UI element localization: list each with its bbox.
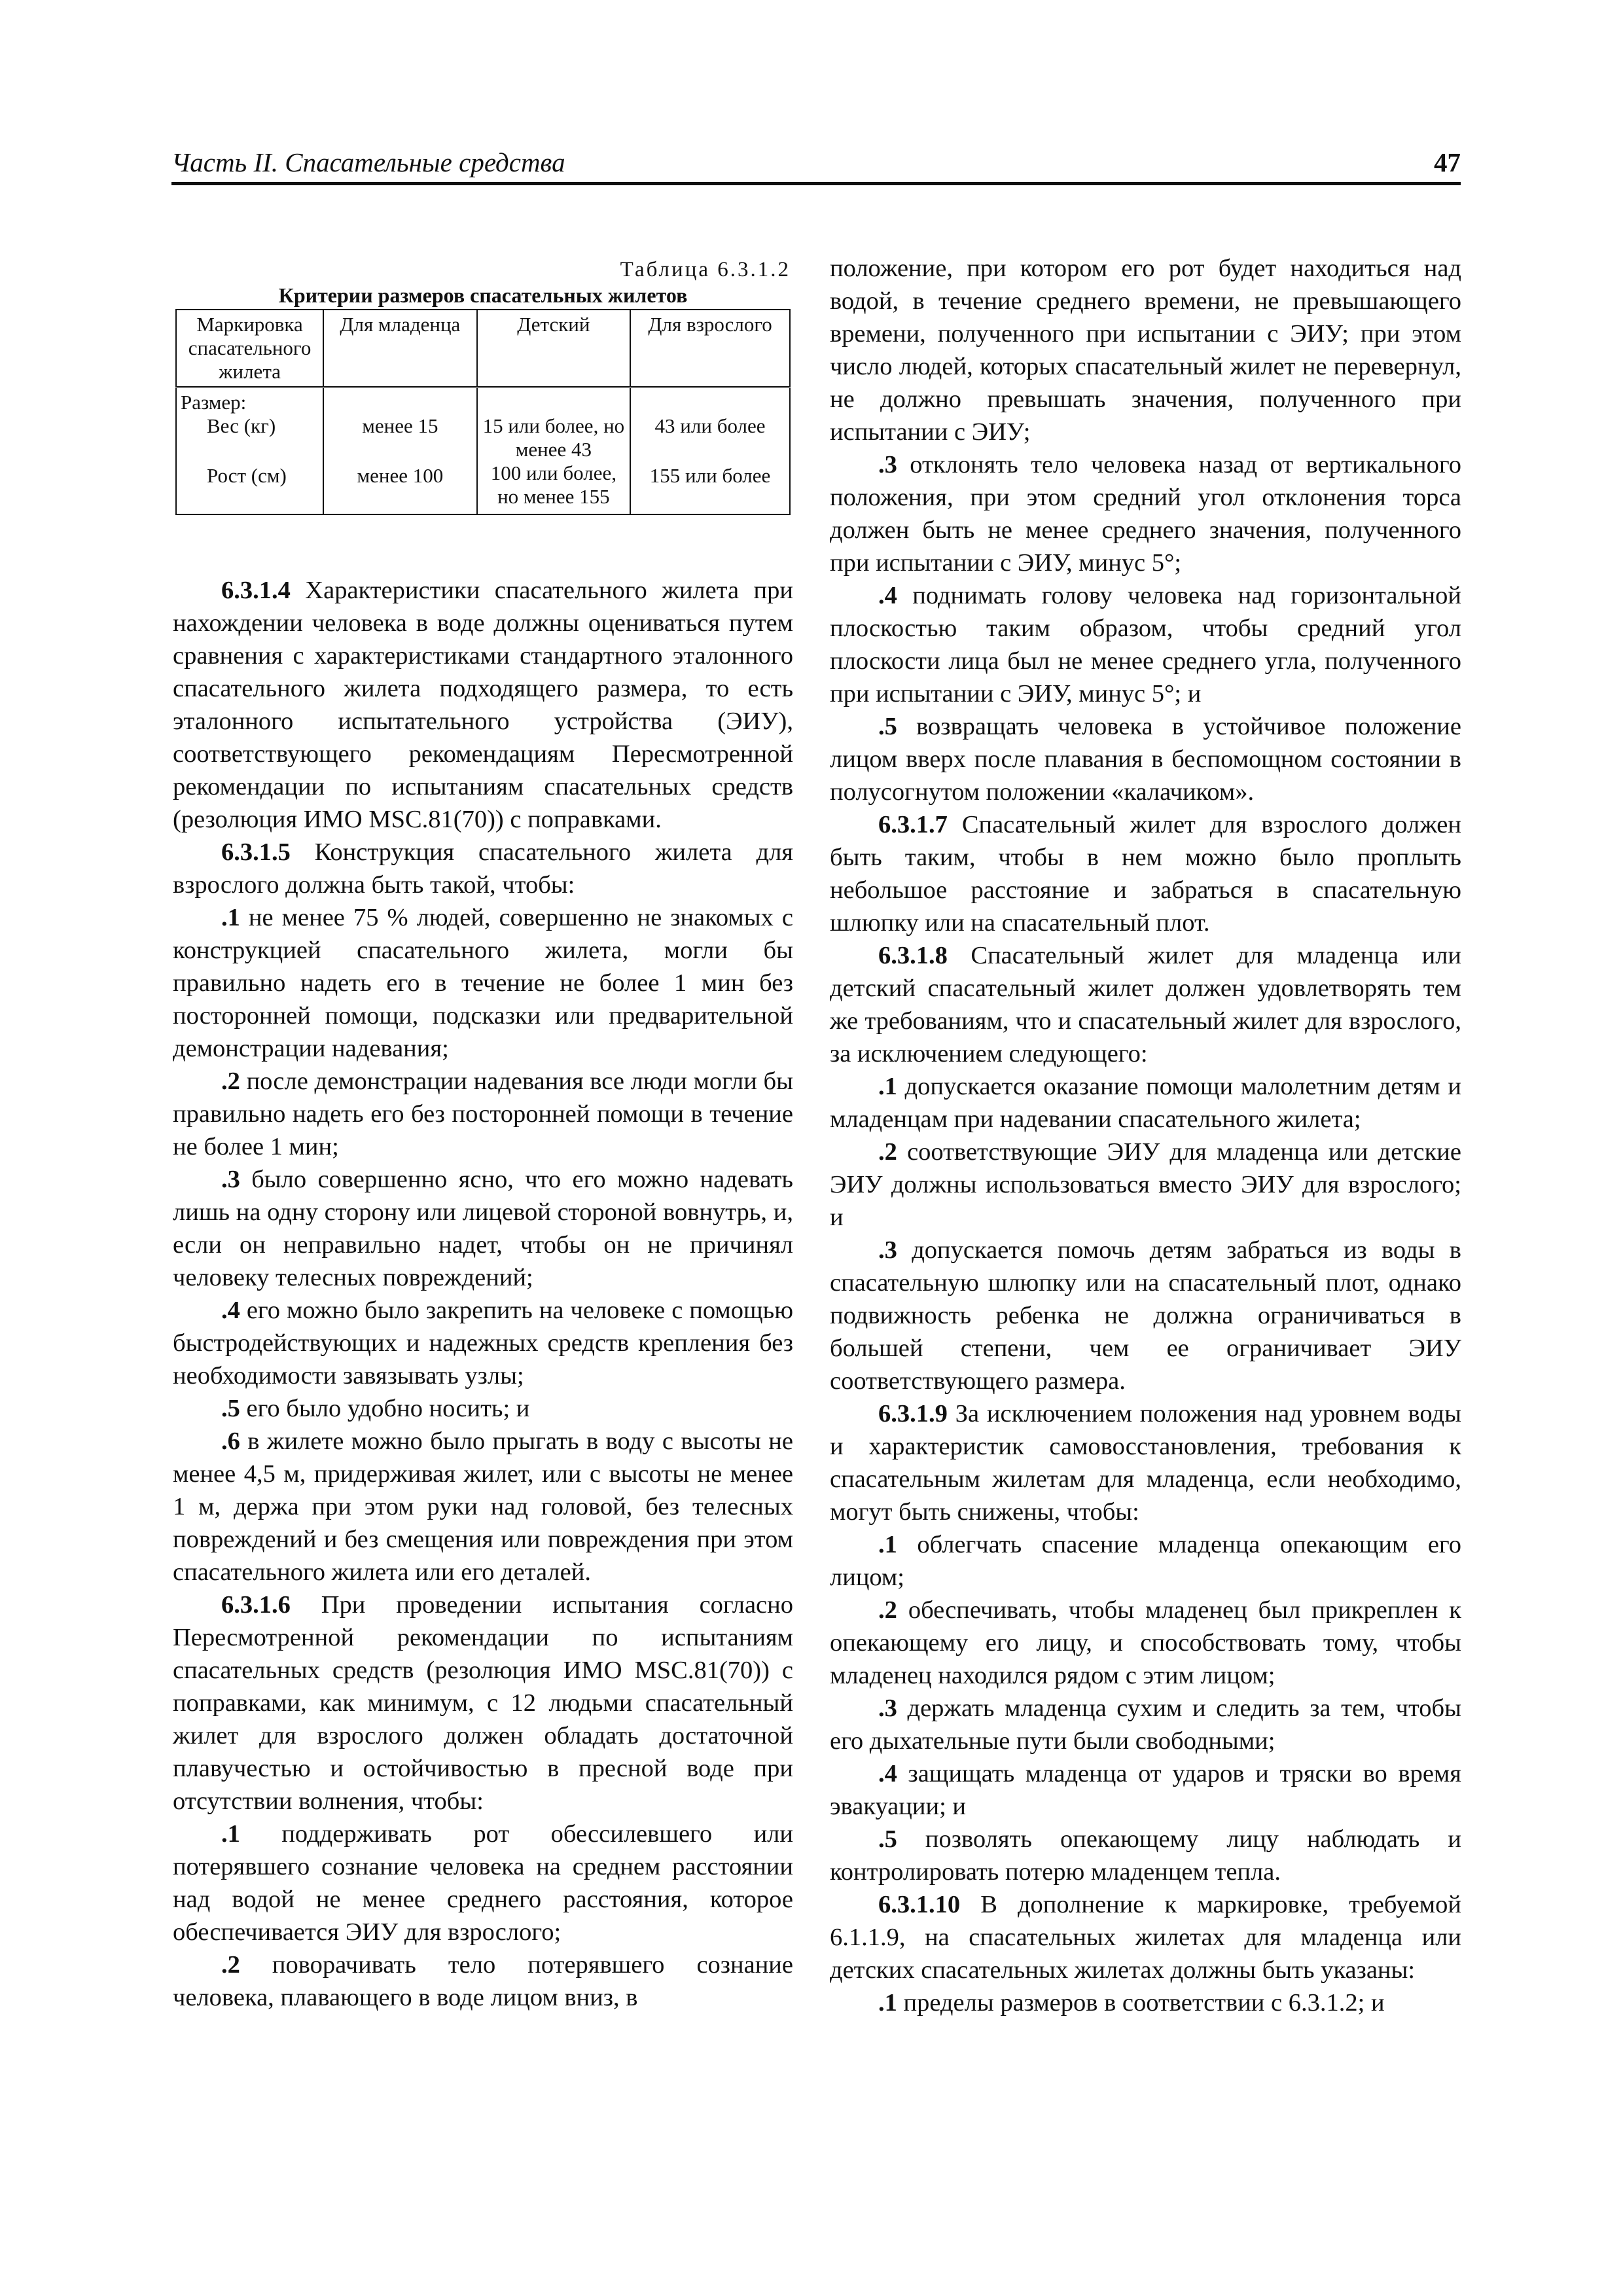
paragraph bbox=[173, 1163, 793, 1294]
table-row bbox=[176, 387, 790, 515]
paragraph bbox=[830, 252, 1461, 448]
paragraph-number: .3 bbox=[878, 1695, 897, 1722]
paragraph-text: возвращать человека в устойчивое положение лицом вверх после плавания в беспомощном состоянии в полусогнутом положении «калачиком». bbox=[830, 713, 1461, 806]
paragraph bbox=[173, 901, 793, 1065]
paragraph-text: не менее 75 % людей, совершенно не знакомых с конструкцией спасательного жилета, могли бы правильно надеть его в течение не более 1 мин без посторонней помощи, подсказки или предварительной демонстрации надевания; bbox=[173, 904, 793, 1062]
right-paragraphs bbox=[830, 252, 1461, 2019]
paragraph bbox=[830, 1823, 1461, 1888]
paragraph-text: допускается оказание помощи малолетним детям и младенцам при надевании спасательного жилета; bbox=[830, 1073, 1461, 1133]
paragraph-text: поднимать голову человека над горизонтальной плоскостью таким образом, чтобы средний угол плоскости лица был не менее среднего угла, полученного при испытании с ЭИУ, минус 5°; и bbox=[830, 582, 1461, 708]
paragraph-text: его было удобно носить; и bbox=[240, 1395, 530, 1422]
table-header-row bbox=[176, 310, 790, 387]
paragraph-number: .6 bbox=[221, 1427, 240, 1455]
paragraph-text: положение, при котором его рот будет находиться над водой, в течение среднего времени, не превышающего времени, полученного при испытании с ЭИУ; при этом число людей, которых спасательный жилет не перевернул, не должно превышать значения, полученного при испытании с ЭИУ; bbox=[830, 255, 1461, 446]
paragraph-text: Спасательный жилет для взрослого должен быть таким, чтобы в нем можно было проплыть небольшое расстояние и забраться в спасательную шлюпку или на спасательный плот. bbox=[830, 811, 1461, 937]
paragraph-text: его можно было закрепить на человеке с помощью быстродействующих и надежных средств крепления без необходимости завязывать узлы; bbox=[173, 1297, 793, 1390]
paragraph-text: соответствующие ЭИУ для младенца или детские ЭИУ должны использоваться вместо ЭИУ для взрослого; и bbox=[830, 1138, 1461, 1231]
paragraph bbox=[830, 939, 1461, 1070]
paragraph-text: обеспечивать, чтобы младенец был прикреплен к опекающему его лицу, и способствовать тому, чтобы младенец находился рядом с этим лицом; bbox=[830, 1596, 1461, 1689]
paragraph-number: .3 bbox=[878, 1236, 897, 1264]
page-number: 47 bbox=[1434, 147, 1461, 177]
paragraph-number: .1 bbox=[878, 1531, 897, 1558]
paragraph bbox=[173, 1818, 793, 1948]
paragraph-number: .1 bbox=[221, 904, 240, 931]
child-height: 100 или более, но менее 155 bbox=[490, 461, 616, 508]
paragraph-text: Конструкция спасательного жилета для взрослого должна быть такой, чтобы: bbox=[173, 838, 793, 899]
paragraph-number: .5 bbox=[878, 713, 897, 740]
paragraph-text: За исключением положения над уровнем воды и характеристик самовосстановления, требования к спасательным жилетам для младенца, если необходимо, могут быть снижены, чтобы: bbox=[830, 1400, 1461, 1526]
paragraph bbox=[830, 710, 1461, 808]
paragraph-number: .5 bbox=[221, 1395, 240, 1422]
table-header-cell: Для младенца bbox=[323, 310, 477, 387]
paragraph-text: держать младенца сухим и следить за тем, чтобы его дыхательные пути были свободными; bbox=[830, 1695, 1461, 1755]
table-title: Критерии размеров спасательных жилетов bbox=[278, 283, 688, 307]
paragraph bbox=[830, 448, 1461, 579]
paragraph-text: допускается помочь детям забраться из воды в спасательную шлюпку или на спасательный плот, однако подвижность ребенка не должна ограничиваться в большей степени, чем ее ограничивает ЭИУ соответствующего размера. bbox=[830, 1236, 1461, 1395]
adult-height: 155 или более bbox=[649, 464, 771, 487]
paragraph-number: .4 bbox=[878, 1760, 897, 1787]
paragraph-text: позволять опекающему лицу наблюдать и контролировать потерю младенцем тепла. bbox=[830, 1825, 1461, 1886]
table-header-cell: Детский bbox=[477, 310, 631, 387]
paragraph bbox=[830, 1594, 1461, 1692]
header-rule bbox=[171, 182, 1461, 185]
size-criteria-table-block bbox=[175, 257, 791, 515]
paragraph-text: В дополнение к маркировке, требуемой 6.1.1.9, на спасательных жилетах для младенца или детских спасательных жилетах должны быть указаны: bbox=[830, 1891, 1461, 1984]
paragraph bbox=[173, 1065, 793, 1163]
paragraph-text: поворачивать тело потерявшего сознание человека, плавающего в воде лицом вниз, в bbox=[173, 1951, 793, 2011]
paragraph-number: 6.3.1.6 bbox=[221, 1591, 291, 1619]
paragraph-text: поддерживать рот обессилевшего или потерявшего сознание человека на среднем расстоянии над водой не менее среднего расстояния, которое обеспечивается ЭИУ для взрослого; bbox=[173, 1820, 793, 1946]
table-header-cell: Маркировка спасательного жилета bbox=[176, 310, 323, 387]
table-cell-child bbox=[477, 387, 631, 515]
paragraph-text: При проведении испытания согласно Пересмотренной рекомендации по испытаниям спасательных средств (резолюция ИМО MSC.81(70)) с поправками, как минимум, с 12 людьми спасательный жилет для взрослого должен обладать достаточной плавучестью и остойчивостью в пресной воде при отсутствии волнения, чтобы: bbox=[173, 1591, 793, 1815]
paragraph bbox=[830, 1397, 1461, 1528]
table-number: Таблица 6.3.1.2 bbox=[620, 258, 791, 281]
paragraph-number: .1 bbox=[878, 1073, 897, 1100]
paragraph-number: 6.3.1.5 bbox=[221, 838, 291, 866]
paragraph bbox=[173, 1294, 793, 1392]
paragraph-number: .2 bbox=[221, 1951, 240, 1979]
paragraph-text: защищать младенца от ударов и тряски во время эвакуации; и bbox=[830, 1760, 1461, 1820]
paragraph bbox=[173, 1425, 793, 1588]
paragraph-number: .2 bbox=[878, 1596, 897, 1624]
paragraph bbox=[173, 1948, 793, 2014]
table-cell-infant bbox=[323, 387, 477, 515]
paragraph bbox=[173, 574, 793, 836]
paragraph-number: .1 bbox=[221, 1820, 240, 1848]
paragraph-text: Характеристики спасательного жилета при нахождении человека в воде должны оцениваться путем сравнения с характеристиками стандартного эталонного спасательного жилета подходящего размера, то есть эталонного испытательного устройства (ЭИУ), соответствующего рекомендациям Пересмотренной рекомендации по испытаниям спасательных средств (резолюция ИМО MSC.81(70)) с поправками. bbox=[173, 577, 793, 833]
size-criteria-table bbox=[175, 309, 791, 515]
height-label: Рост (см) bbox=[207, 464, 287, 487]
paragraph-text: отклонять тело человека назад от вертикального положения, при этом средний угол отклонения торса должен быть не менее среднего значения, полученного при испытании с ЭИУ, минус 5°; bbox=[830, 451, 1461, 577]
paragraph bbox=[830, 579, 1461, 710]
paragraph-number: .2 bbox=[878, 1138, 897, 1166]
table-header-cell: Для взрослого bbox=[630, 310, 790, 387]
paragraph-text: Спасательный жилет для младенца или детский спасательный жилет должен удовлетворять тем же требованиям, что и спасательный жилет для взрослого, за исключением следующего: bbox=[830, 942, 1461, 1067]
left-paragraphs bbox=[173, 574, 793, 2014]
paragraph-text: облегчать спасение младенца опекающим его лицом; bbox=[830, 1531, 1461, 1591]
paragraph bbox=[173, 1588, 793, 1818]
paragraph-number: 6.3.1.10 bbox=[878, 1891, 961, 1918]
paragraph-number: .4 bbox=[878, 582, 897, 609]
paragraph-number: .4 bbox=[221, 1297, 240, 1324]
paragraph-text: было совершенно ясно, что его можно надевать лишь на одну сторону или лицевой стороной вовнутрь, и, если он неправильно надет, чтобы он не причинял человеку телесных повреждений; bbox=[173, 1166, 793, 1291]
paragraph bbox=[830, 1070, 1461, 1136]
paragraph bbox=[830, 808, 1461, 939]
paragraph bbox=[830, 1888, 1461, 1986]
infant-height: менее 100 bbox=[357, 464, 444, 487]
paragraph-number: 6.3.1.9 bbox=[878, 1400, 948, 1427]
paragraph-number: .3 bbox=[221, 1166, 240, 1193]
paragraph bbox=[173, 836, 793, 901]
adult-weight: 43 или более bbox=[654, 414, 766, 437]
paragraph bbox=[830, 1986, 1461, 2019]
infant-weight: менее 15 bbox=[362, 414, 438, 437]
paragraph bbox=[830, 1234, 1461, 1397]
page-header bbox=[171, 147, 1461, 183]
left-column bbox=[173, 257, 793, 2014]
table-cell-adult bbox=[630, 387, 790, 515]
paragraph-text: в жилете можно было прыгать в воду с высоты не менее 4,5 м, придерживая жилет, или с высоты не менее 1 м, держа при этом руки над головой, без телесных повреждений и без смещения или повреждения при этом спасательного жилета или его деталей. bbox=[173, 1427, 793, 1586]
paragraph bbox=[830, 1757, 1461, 1823]
paragraph bbox=[830, 1136, 1461, 1234]
running-title: Часть II. Спасательные средства bbox=[171, 147, 565, 177]
child-weight: 15 или более, но менее 43 bbox=[482, 414, 625, 461]
paragraph-number: 6.3.1.7 bbox=[878, 811, 948, 838]
paragraph bbox=[830, 1528, 1461, 1594]
paragraph-number: 6.3.1.8 bbox=[878, 942, 948, 969]
paragraph-text: пределы размеров в соответствии с 6.3.1.2; и bbox=[897, 1989, 1385, 2017]
paragraph bbox=[830, 1692, 1461, 1757]
right-column bbox=[830, 252, 1461, 2019]
size-label: Размер: bbox=[181, 391, 247, 414]
paragraph-number: .1 bbox=[878, 1989, 897, 2017]
paragraph-number: .5 bbox=[878, 1825, 897, 1853]
paragraph-number: .2 bbox=[221, 1067, 240, 1095]
paragraph-number: .3 bbox=[878, 451, 897, 478]
paragraph-number: 6.3.1.4 bbox=[221, 577, 291, 604]
paragraph-text: после демонстрации надевания все люди могли бы правильно надеть его без посторонней помощи в течение не более 1 мин; bbox=[173, 1067, 793, 1160]
table-row-labels bbox=[176, 387, 323, 515]
paragraph bbox=[173, 1392, 793, 1425]
weight-label: Вес (кг) bbox=[207, 414, 276, 437]
